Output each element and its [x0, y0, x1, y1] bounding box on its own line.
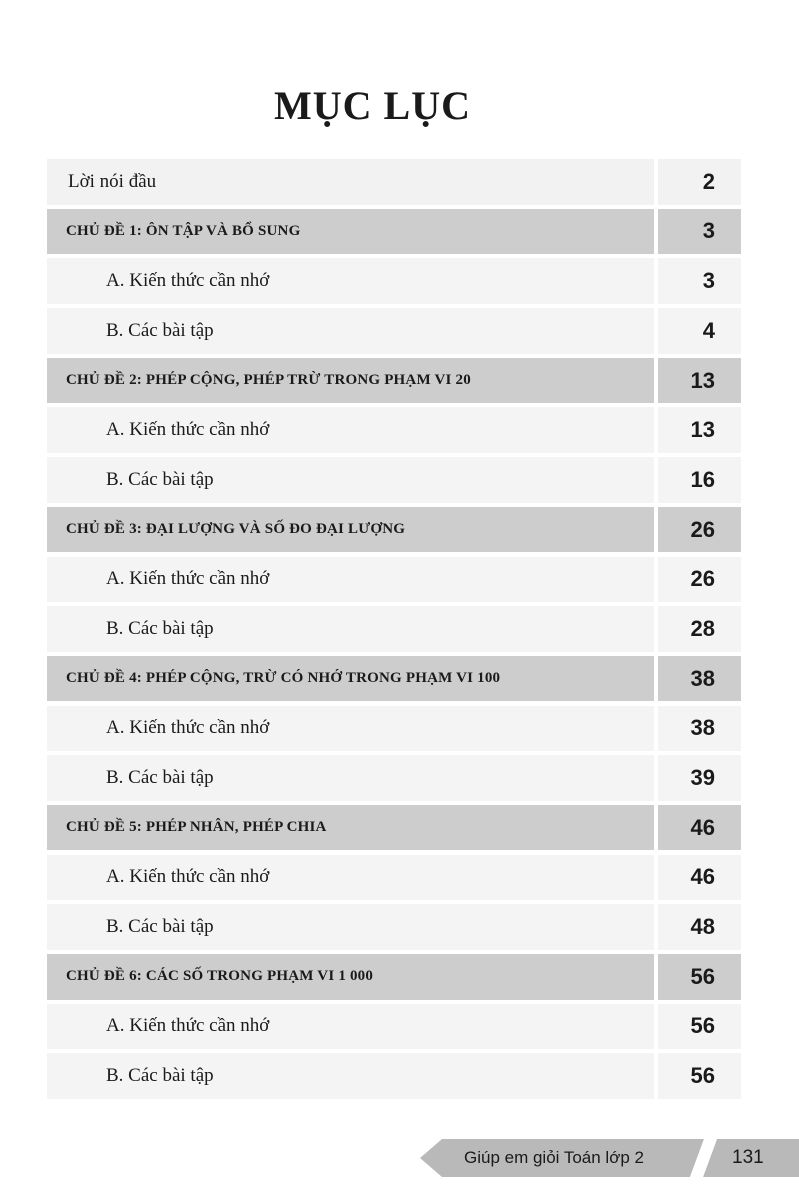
toc-section-row[interactable]: [47, 904, 741, 950]
toc-entry-label: CHỦ ĐỀ 4: PHÉP CỘNG, TRỪ CÓ NHỚ TRONG PHẠM VI 100: [47, 656, 654, 702]
toc-entry-label: B. Các bài tập: [47, 904, 654, 950]
toc-entry-page: 26: [658, 507, 741, 553]
toc-entry-label: B. Các bài tập: [47, 457, 654, 503]
toc-chapter-row[interactable]: [47, 656, 741, 702]
toc-entry-page: 13: [658, 358, 741, 404]
toc-entry-page: 28: [658, 606, 741, 652]
toc-entry-label: Lời nói đầu: [47, 159, 654, 205]
toc-entry-label: B. Các bài tập: [47, 606, 654, 652]
toc-section-row[interactable]: [47, 1004, 741, 1050]
toc-entry-label: CHỦ ĐỀ 6: CÁC SỐ TRONG PHẠM VI 1 000: [47, 954, 654, 1000]
toc-entry-page: 26: [658, 557, 741, 603]
toc-chapter-row[interactable]: [47, 805, 741, 851]
toc-entry-label: CHỦ ĐỀ 1: ÔN TẬP VÀ BỔ SUNG: [47, 209, 654, 255]
toc-chapter-row[interactable]: [47, 358, 741, 404]
toc-entry-page: 2: [658, 159, 741, 205]
toc-entry-page: 38: [658, 656, 741, 702]
page-title: MỤC LỤC: [274, 83, 471, 128]
toc-entry-label: B. Các bài tập: [47, 1053, 654, 1099]
toc-entry-page: 4: [658, 308, 741, 354]
toc-entry-page: 48: [658, 904, 741, 950]
toc-entry-label: A. Kiến thức cần nhớ: [47, 407, 654, 453]
toc-section-row[interactable]: [47, 457, 741, 503]
toc-entry-page: 3: [658, 209, 741, 255]
toc-entry-page: 46: [658, 805, 741, 851]
toc-entry-page: 13: [658, 407, 741, 453]
toc-entry-label: A. Kiến thức cần nhớ: [47, 258, 654, 304]
toc-section-row[interactable]: [47, 606, 741, 652]
toc-entry-label: CHỦ ĐỀ 5: PHÉP NHÂN, PHÉP CHIA: [47, 805, 654, 851]
toc-chapter-row[interactable]: [47, 209, 741, 255]
toc-entry-label: A. Kiến thức cần nhớ: [47, 855, 654, 901]
toc-entry-page: 56: [658, 1053, 741, 1099]
toc-entry-label: A. Kiến thức cần nhớ: [47, 557, 654, 603]
toc-entry-page: 56: [658, 954, 741, 1000]
toc-entry-label: B. Các bài tập: [47, 308, 654, 354]
toc-entry-label: CHỦ ĐỀ 3: ĐẠI LƯỢNG VÀ SỐ ĐO ĐẠI LƯỢNG: [47, 507, 654, 553]
toc-entry-label: B. Các bài tập: [47, 755, 654, 801]
table-of-contents: [47, 159, 741, 1103]
toc-entry-page: 56: [658, 1004, 741, 1050]
toc-entry-page: 16: [658, 457, 741, 503]
toc-entry-label: A. Kiến thức cần nhớ: [47, 706, 654, 752]
toc-intro-row[interactable]: [47, 159, 741, 205]
toc-section-row[interactable]: [47, 755, 741, 801]
toc-entry-label: A. Kiến thức cần nhớ: [47, 1004, 654, 1050]
toc-chapter-row[interactable]: [47, 954, 741, 1000]
toc-entry-label: CHỦ ĐỀ 2: PHÉP CỘNG, PHÉP TRỪ TRONG PHẠM VI 20: [47, 358, 654, 404]
footer-banner: [420, 1139, 799, 1177]
toc-entry-page: 38: [658, 706, 741, 752]
toc-section-row[interactable]: [47, 855, 741, 901]
toc-entry-page: 3: [658, 258, 741, 304]
toc-section-row[interactable]: [47, 258, 741, 304]
footer-page-number: 131: [732, 1147, 764, 1168]
toc-entry-page: 46: [658, 855, 741, 901]
toc-section-row[interactable]: [47, 308, 741, 354]
footer-book-title: Giúp em giỏi Toán lớp 2: [464, 1148, 644, 1167]
toc-section-row[interactable]: [47, 1053, 741, 1099]
toc-chapter-row[interactable]: [47, 507, 741, 553]
toc-entry-page: 39: [658, 755, 741, 801]
toc-section-row[interactable]: [47, 407, 741, 453]
toc-section-row[interactable]: [47, 557, 741, 603]
toc-section-row[interactable]: [47, 706, 741, 752]
